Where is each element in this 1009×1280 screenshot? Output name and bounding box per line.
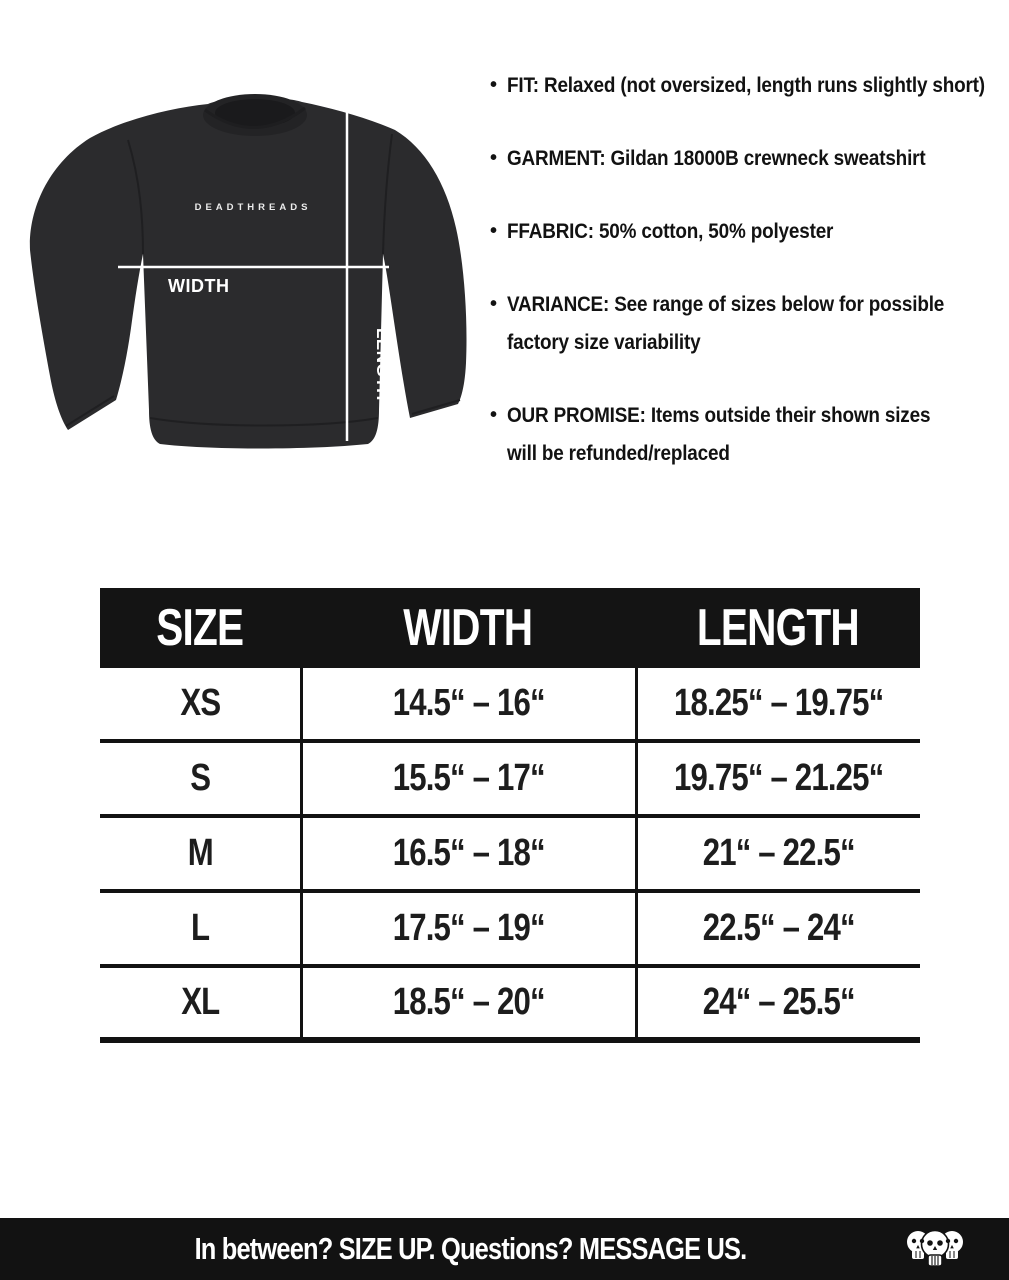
bullet-dot: • — [490, 220, 498, 242]
size-table-body — [100, 668, 920, 1043]
size-cell: S — [190, 757, 210, 799]
sweatshirt-image — [10, 88, 480, 460]
three-skulls-logo-icon — [903, 1225, 967, 1273]
length-cell: 22.5“ – 24“ — [635, 893, 920, 964]
bullet-item-3 — [490, 285, 1005, 361]
bullet-item-2 — [490, 212, 1005, 250]
footer-bar — [0, 1218, 1009, 1280]
sweatshirt-body — [30, 98, 467, 449]
width-cell: 16.5“ – 18“ — [300, 818, 635, 889]
length-cell: 24“ – 25.5“ — [635, 968, 920, 1037]
size-cell: M — [187, 832, 213, 874]
size-cell: XS — [180, 682, 220, 724]
table-row-xs — [100, 668, 920, 743]
bullet-text: FFABRIC: 50% cotton, 50% polyester — [507, 219, 834, 243]
bullet-item-4 — [490, 396, 1005, 472]
bullet-dot: • — [490, 293, 498, 315]
footer-message: In between? SIZE UP. Questions? MESSAGE US. — [194, 1231, 746, 1266]
size-cell: L — [190, 907, 210, 949]
bullet-text: GARMENT: Gildan 18000B crewneck sweatshirt — [507, 146, 926, 170]
bullet-text: OUR PROMISE: Items outside their shown sizes will be refunded/replaced — [507, 403, 931, 465]
width-cell: 14.5“ – 16“ — [300, 668, 635, 739]
width-cell: 15.5“ – 17“ — [300, 743, 635, 814]
column-header-width: WIDTH — [402, 599, 533, 657]
width-cell: 18.5“ – 20“ — [300, 968, 635, 1037]
size-cell: XL — [180, 981, 220, 1023]
size-chart-table — [100, 588, 920, 1043]
size-chart-header-row — [100, 588, 920, 668]
bullet-dot: • — [490, 147, 498, 169]
sweatshirt-figure — [10, 88, 480, 460]
bullet-dot: • — [490, 74, 498, 96]
brand-print: DEADTHREADS — [194, 202, 312, 213]
column-header-size: SIZE — [156, 599, 244, 657]
bullet-item-0 — [490, 66, 1005, 104]
table-row-l — [100, 893, 920, 968]
table-row-s — [100, 743, 920, 818]
bullet-text: FIT: Relaxed (not oversized, length runs slightly short) — [507, 73, 985, 97]
details-list — [490, 66, 1005, 507]
length-cell: 18.25“ – 19.75“ — [635, 668, 920, 739]
length-cell: 19.75“ – 21.25“ — [635, 743, 920, 814]
width-measure-label: WIDTH — [168, 276, 230, 296]
table-row-xl — [100, 968, 920, 1043]
bullet-text: VARIANCE: See range of sizes below for possible factory size variability — [507, 292, 945, 354]
bullet-dot: • — [490, 404, 498, 426]
width-cell: 17.5“ – 19“ — [300, 893, 635, 964]
length-measure-label: LENGTH — [373, 328, 392, 401]
length-cell: 21“ – 22.5“ — [635, 818, 920, 889]
bullet-item-1 — [490, 139, 1005, 177]
column-header-length: LENGTH — [696, 599, 859, 657]
table-row-m — [100, 818, 920, 893]
